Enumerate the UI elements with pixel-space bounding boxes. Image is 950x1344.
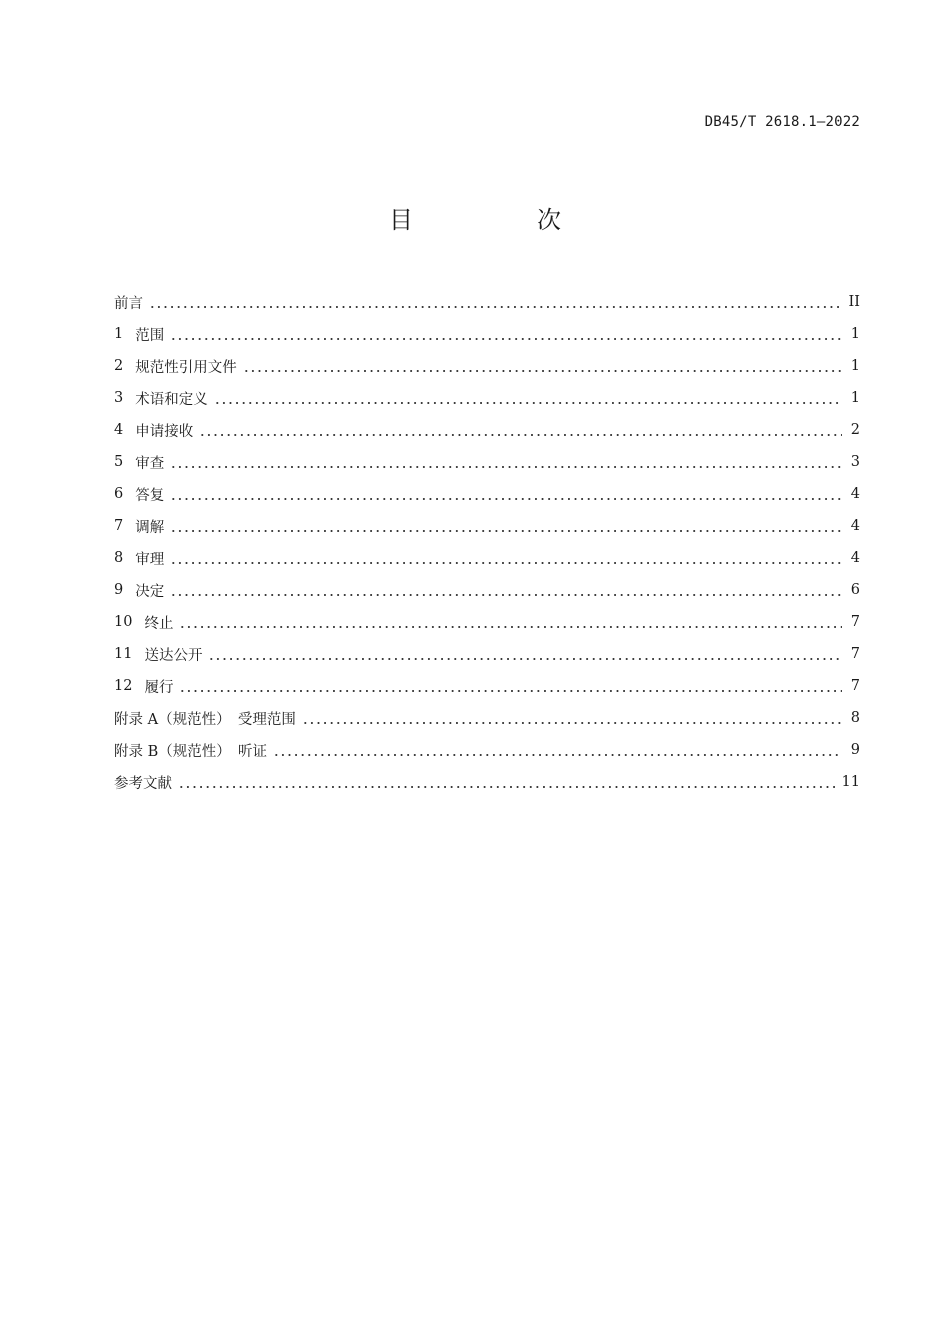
toc-entry-page: 3 <box>850 454 860 470</box>
toc-entry-2[interactable] <box>114 350 860 382</box>
toc-entry-label: 参考文献 <box>114 775 172 792</box>
toc-leader-dots <box>214 391 842 405</box>
toc-entry-3[interactable] <box>114 382 860 414</box>
toc-entry-number: 12 <box>114 678 133 694</box>
toc-entry-appendix-a[interactable] <box>114 702 860 734</box>
toc-entry-page: 7 <box>850 678 860 694</box>
toc-entry-label: 审查 <box>135 455 165 472</box>
toc-leader-dots <box>170 583 842 597</box>
toc-entry-page: II <box>848 294 860 310</box>
toc-entry-label: 前言 <box>114 295 143 312</box>
toc-leader-dots <box>170 487 842 501</box>
toc-entry-page: 1 <box>850 358 860 374</box>
toc-entry-label: 规范性引用文件 <box>135 359 237 376</box>
toc-entry-8[interactable] <box>114 542 860 574</box>
toc-entry-label: 终止 <box>144 615 174 632</box>
toc-entry-page: 4 <box>850 486 860 502</box>
toc-entry-label: 调解 <box>135 519 165 536</box>
toc-leader-dots <box>243 359 842 373</box>
toc-leader-dots <box>170 519 842 533</box>
toc-entry-number: 8 <box>114 550 124 566</box>
toc-leader-dots <box>149 295 842 309</box>
table-of-contents <box>114 286 860 798</box>
toc-entry-9[interactable] <box>114 574 860 606</box>
toc-entry-page: 11 <box>841 774 860 790</box>
toc-entry-page: 2 <box>850 422 860 438</box>
toc-entry-label: 附录 A（规范性） 受理范围 <box>114 711 296 728</box>
toc-entry-page: 1 <box>850 390 860 406</box>
toc-leader-dots <box>170 455 842 469</box>
toc-title: 目 次 <box>389 206 611 234</box>
toc-entry-4[interactable] <box>114 414 860 446</box>
toc-leader-dots <box>170 551 842 565</box>
toc-entry-label: 审理 <box>135 551 165 568</box>
toc-entry-references[interactable] <box>114 766 860 798</box>
toc-entry-page: 6 <box>850 582 860 598</box>
toc-entry-label: 附录 B（规范性） 听证 <box>114 743 268 760</box>
toc-entry-number: 1 <box>114 326 124 342</box>
toc-leader-dots <box>199 423 842 437</box>
toc-entry-number: 10 <box>114 614 133 630</box>
toc-entry-number: 9 <box>114 582 124 598</box>
toc-entry-label: 术语和定义 <box>135 391 208 408</box>
toc-entry-page: 8 <box>850 710 860 726</box>
toc-entry-label: 申请接收 <box>135 423 194 440</box>
toc-entry-page: 7 <box>850 646 860 662</box>
toc-entry-appendix-b[interactable] <box>114 734 860 766</box>
toc-entry-6[interactable] <box>114 478 860 510</box>
toc-leader-dots <box>170 327 842 341</box>
toc-entry-number: 5 <box>114 454 124 470</box>
toc-entry-number: 2 <box>114 358 124 374</box>
toc-entry-label: 履行 <box>144 679 174 696</box>
toc-entry-1[interactable] <box>114 318 860 350</box>
toc-entry-7[interactable] <box>114 510 860 542</box>
toc-entry-label: 送达公开 <box>144 647 203 664</box>
toc-leader-dots <box>302 711 842 725</box>
toc-entry-label: 答复 <box>135 487 165 504</box>
toc-entry-page: 9 <box>850 742 860 758</box>
toc-entry-page: 4 <box>850 518 860 534</box>
toc-entry-10[interactable] <box>114 606 860 638</box>
toc-entry-foreword[interactable] <box>114 286 860 318</box>
toc-entry-12[interactable] <box>114 670 860 702</box>
toc-entry-page: 7 <box>850 614 860 630</box>
toc-leader-dots <box>178 775 836 789</box>
toc-entry-number: 7 <box>114 518 124 534</box>
document-code: DB45/T 2618.1—2022 <box>704 114 860 130</box>
toc-leader-dots <box>179 679 842 693</box>
toc-entry-label: 范围 <box>135 327 165 344</box>
toc-leader-dots <box>208 647 842 661</box>
toc-entry-page: 4 <box>850 550 860 566</box>
toc-entry-number: 11 <box>114 646 133 662</box>
toc-entry-page: 1 <box>850 326 860 342</box>
toc-leader-dots <box>179 615 842 629</box>
toc-entry-label: 决定 <box>135 583 165 600</box>
toc-entry-number: 6 <box>114 486 124 502</box>
toc-entry-number: 4 <box>114 422 124 438</box>
toc-entry-11[interactable] <box>114 638 860 670</box>
toc-entry-number: 3 <box>114 390 124 406</box>
toc-leader-dots <box>273 743 842 757</box>
toc-entry-5[interactable] <box>114 446 860 478</box>
